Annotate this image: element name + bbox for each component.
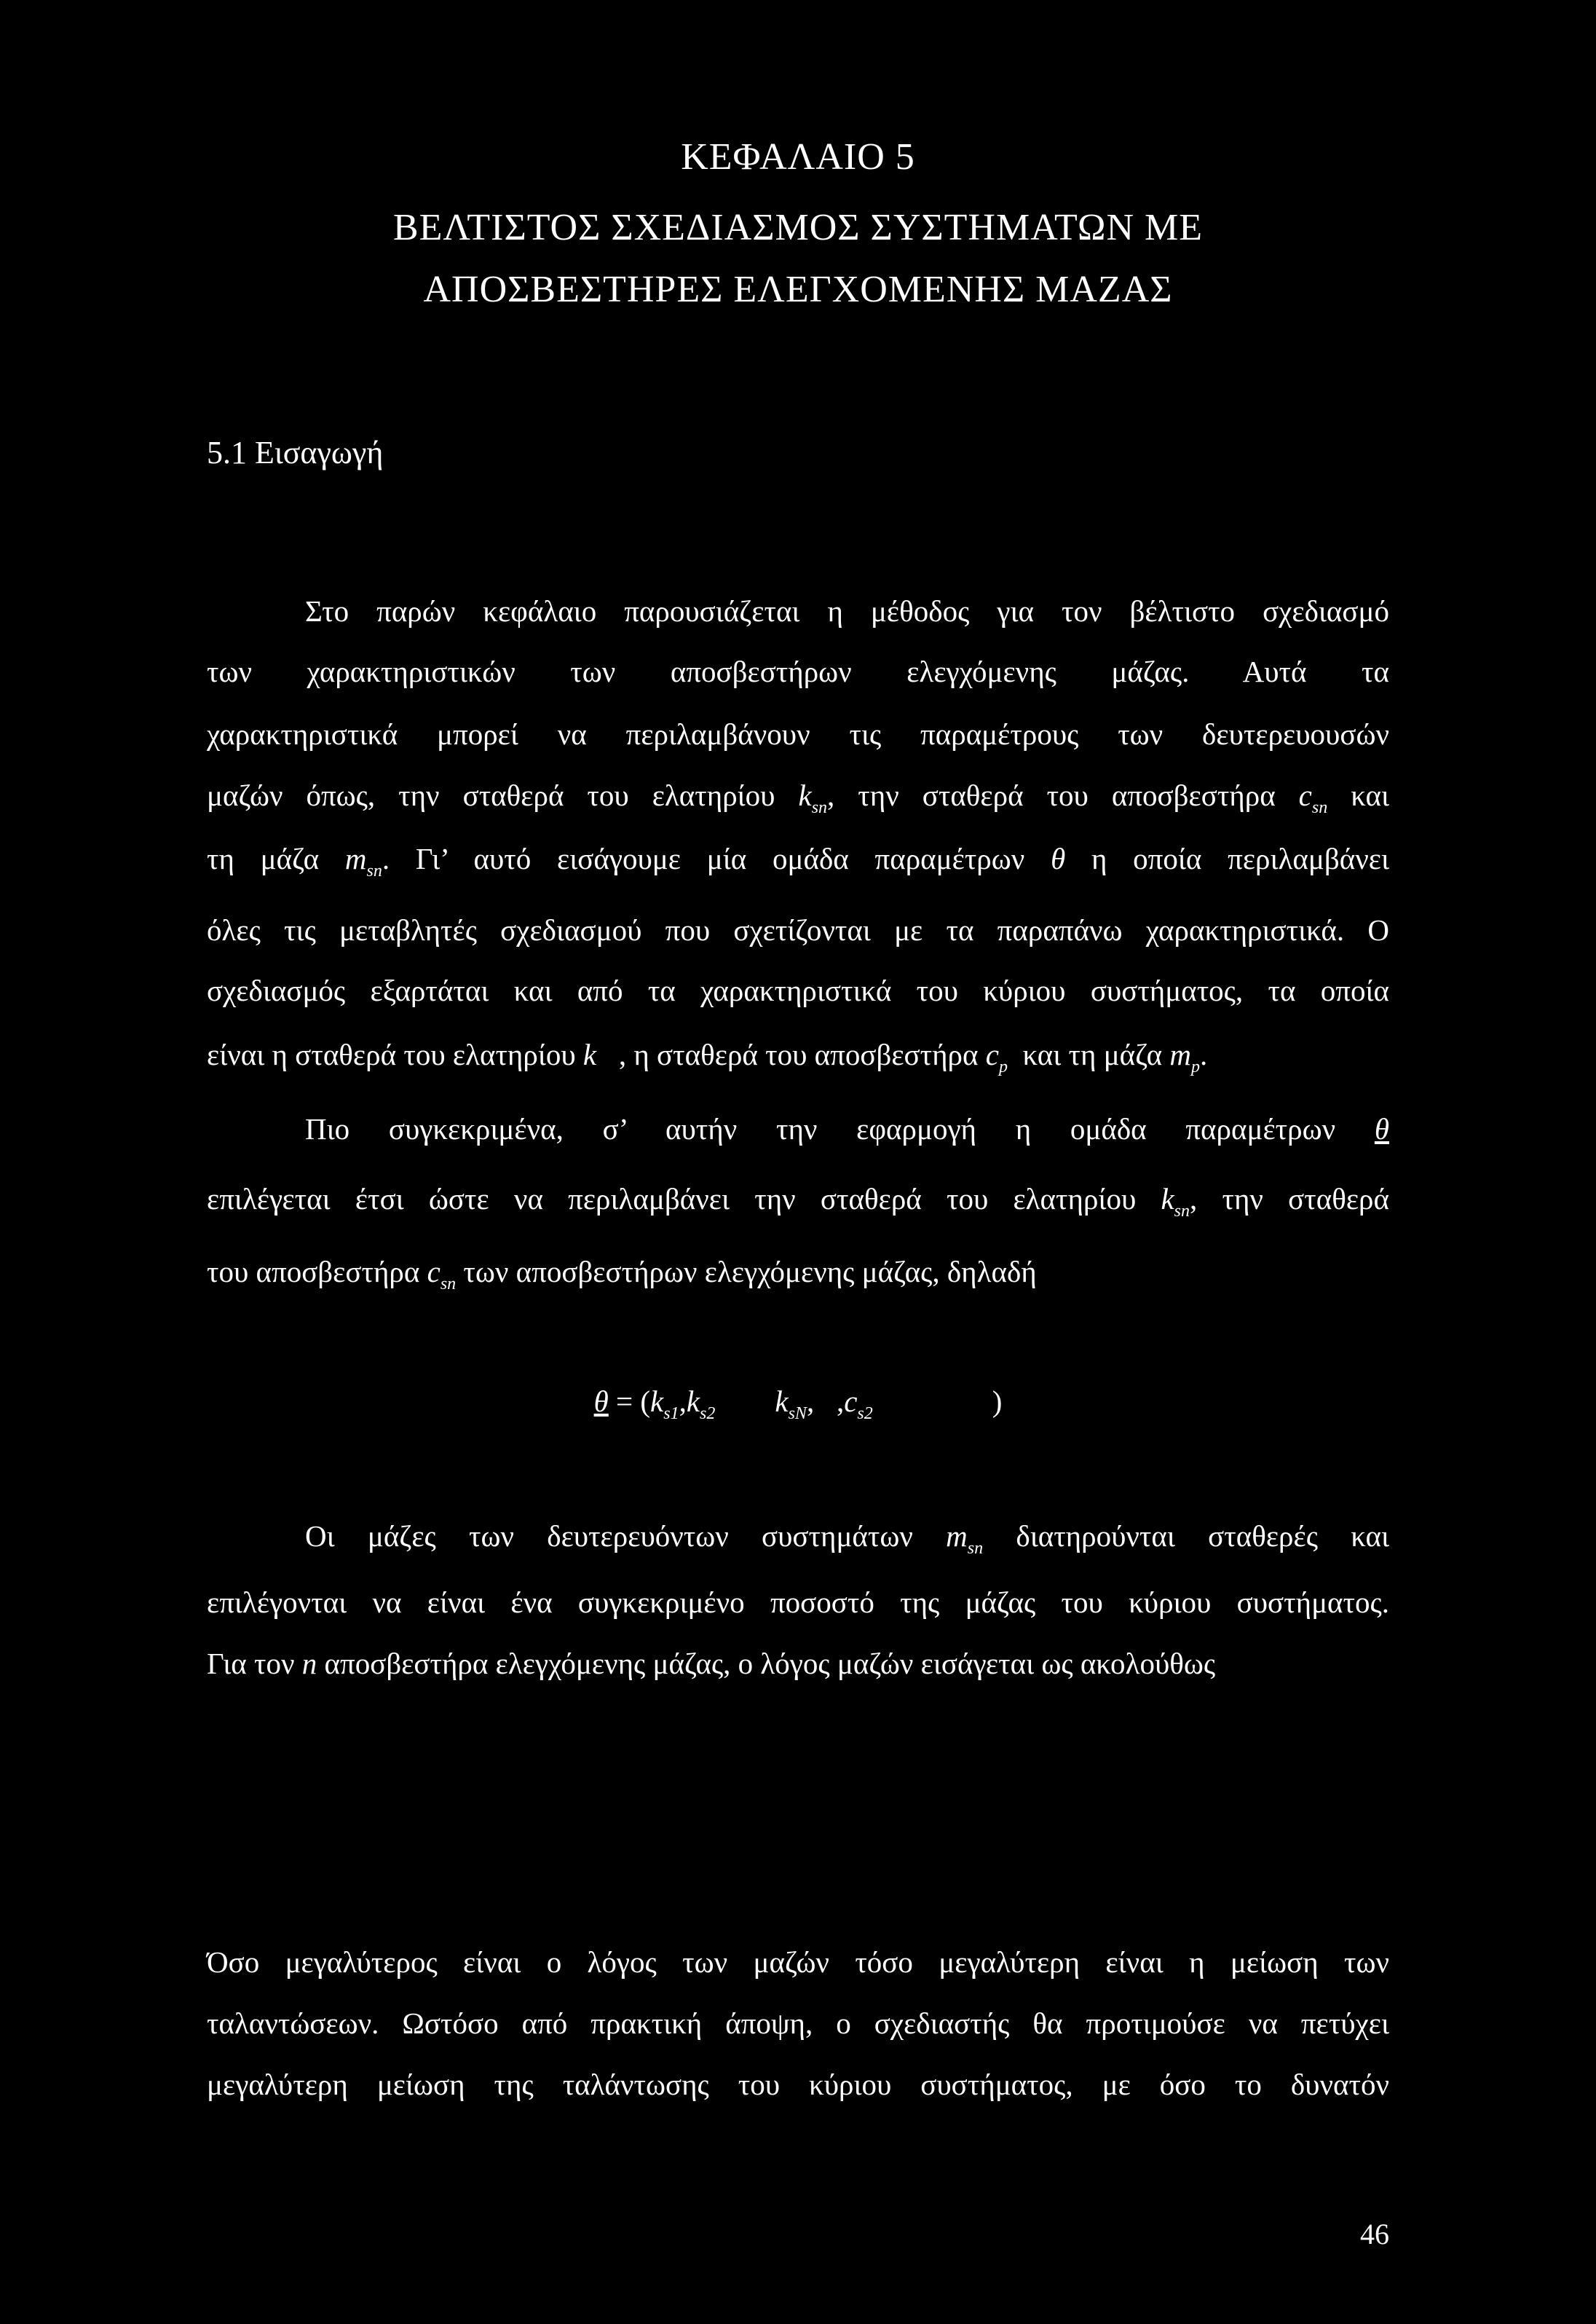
paragraph-2-line-1: Πιο συγκεκριμένα, σ’ αυτήν την εφαρμογή η ομάδα παραμέτρων θ [305, 1112, 1389, 1146]
symbol-m-p: $m_p$ [1169, 1038, 1200, 1076]
symbol-n: n [301, 1647, 317, 1680]
paragraph-4-line-3: μεγαλύτερη μείωση της ταλάντωσης του κύριου συστήματος, με όσο το δυνατόν [207, 2068, 1389, 2101]
symbol-k: k [582, 1038, 597, 1071]
symbol-k-sn: $k_{sn}$ [798, 779, 828, 817]
paragraph-1-line-4: μαζών όπως, την σταθερά του ελατηρίου $k_{sn}$, την σταθερά του αποσβεστήρα $c_{sn}$ και [207, 779, 1390, 817]
paragraph-1-line-6: όλες τις μεταβλητές σχεδιασμού που σχετίζονται με τα παραπάνω χαρακτηριστικά. Ο [207, 913, 1389, 947]
symbol-k-sn: $k_{sn}$ [1161, 1182, 1190, 1221]
chapter-number: ΚΕΦΑΛΑΙΟ 5 [681, 136, 915, 178]
paragraph-2-line-2: επιλέγεται έτσι ώστε να περιλαμβάνει την σταθερά του ελατηρίου $k_{sn}$, την σταθερά [207, 1182, 1390, 1221]
symbol-theta: θ [1051, 842, 1066, 875]
symbol-c-p: $c_p$ [985, 1038, 1008, 1076]
paragraph-1-line-3: χαρακτηριστικά μπορεί να περιλαμβάνουν τις παραμέτρους των δευτερευουσών [207, 717, 1389, 751]
symbol-theta-vector: θ [1374, 1112, 1389, 1146]
paragraph-4-line-2: ταλαντώσεων. Ωστόσο από πρακτική άποψη, ο σχεδιαστής θα προτιμούσε να πετύχει [207, 2006, 1389, 2040]
symbol-m-sn: $m_{sn}$ [946, 1519, 984, 1558]
paragraph-1-line-2: των χαρακτηριστικών των αποσβεστήρων ελεγχόμενης μάζας. Αυτά τα [207, 655, 1389, 688]
paragraph-1-line-8: είναι η σταθερά του ελατηρίου k , η σταθερά του αποσβεστήρα $c_p$ και τη μάζα $m_p$. [207, 1038, 1208, 1076]
symbol-c-sn: $c_{sn}$ [427, 1255, 457, 1293]
paragraph-3-line-1: Οι μάζες των δευτερευόντων συστημάτων $m_{sn}$ διατηρούνται σταθερές και [305, 1519, 1390, 1558]
symbol-m-sn: $m_{sn}$ [344, 842, 382, 881]
paragraph-3-line-2: επιλέγονται να είναι ένα συγκεκριμένο ποσοστό της μάζας του κύριου συστήματος. [207, 1586, 1389, 1619]
paragraph-1-line-7: σχεδιασμός εξαρτάται και από τα χαρακτηριστικά του κύριου συστήματος, τα οποία [207, 974, 1389, 1007]
page-number: 46 [1360, 2218, 1389, 2250]
symbol-c-sn: $c_{sn}$ [1298, 779, 1328, 817]
paragraph-4-line-1: Όσο μεγαλύτερος είναι ο λόγος των μαζών τόσο μεγαλύτερη είναι η μείωση των [207, 1945, 1389, 1979]
paragraph-1-line-1: Στο παρών κεφάλαιο παρουσιάζεται η μέθοδος για τον βέλτιστο σχεδιασμό [305, 594, 1389, 628]
parameter-vector-equation: $\theta = (k_{s1},k_{s2}$ $k_{sN}$, $,c_{s2}$ ) [593, 1384, 1003, 1423]
paragraph-1-line-5: τη μάζα $m_{sn}$. Γι’ αυτό εισάγουμε μία ομάδα παραμέτρων θ η οποία περιλαμβάνει [207, 842, 1390, 881]
section-heading: 5.1 Εισαγωγή [207, 435, 384, 470]
paragraph-3-line-3: Για τον n αποσβεστήρα ελεγχόμενης μάζας, ο λόγος μαζών εισάγεται ως ακολούθως [207, 1647, 1216, 1680]
paragraph-2-line-3: του αποσβεστήρα $c_{sn}$ των αποσβεστήρων ελεγχόμενης μάζας, δηλαδή [207, 1255, 1037, 1293]
chapter-title-line-2: ΑΠΟΣΒΕΣΤΗΡΕΣ ΕΛΕΓΧΟΜΕΝΗΣ ΜΑΖΑΣ [423, 269, 1173, 310]
chapter-title-line-1: ΒΕΛΤΙΣΤΟΣ ΣΧΕΔΙΑΣΜΟΣ ΣΥΣΤΗΜΑΤΩΝ ΜΕ [392, 207, 1204, 248]
